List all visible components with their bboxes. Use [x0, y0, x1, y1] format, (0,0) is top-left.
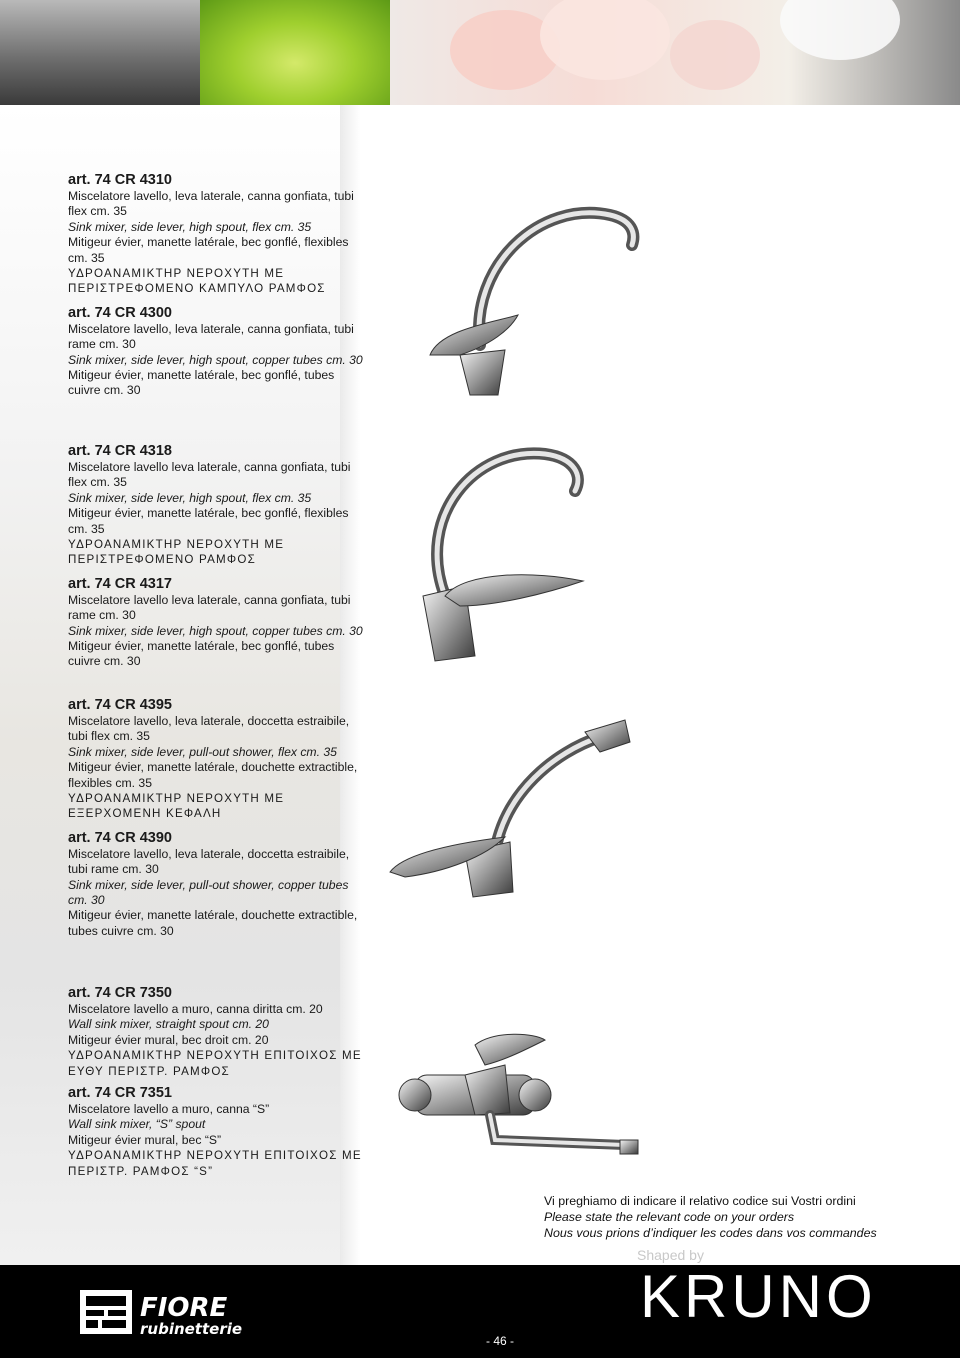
desc-italian: Miscelatore lavello, leva laterale, doccetta estraibile, tubi rame cm. 30 — [68, 846, 350, 877]
desc-english: Sink mixer, side lever, pull-out shower, copper tubes cm. 30 — [68, 877, 349, 908]
product-group-4395 — [68, 695, 368, 939]
product-group-4310 — [68, 170, 368, 399]
desc-greek: ΥΔΡΟΑΝΑΜΙΚΤΗΡ ΝΕΡΟΧΥΤΗ ΕΠΙΤΟΙΧΟΣ ΜΕ ΠΕΡΙΣΤΡ. ΡΑΜΦΟΣ “S” — [68, 1149, 362, 1178]
faucet-wall-mixer-image — [395, 1025, 650, 1185]
desc-english: Sink mixer, side lever, high spout, copper tubes cm. 30 — [68, 352, 363, 367]
product-group-4318 — [68, 441, 368, 670]
desc-english: Wall sink mixer, “S” spout — [68, 1117, 206, 1132]
desc-italian: Miscelatore lavello a muro, canna diritta cm. 20 — [68, 1002, 323, 1016]
desc-french: Mitigeur évier, manette latérale, douchette extractible, tubes cuivre cm. 30 — [68, 908, 358, 938]
desc-english: Sink mixer, side lever, high spout, flex cm. 35 — [68, 490, 312, 505]
desc-italian: Miscelatore lavello leva laterale, canna gonfiata, tubi rame cm. 30 — [68, 592, 351, 623]
desc-french: Mitigeur évier, manette latérale, douchette extractible, flexibles cm. 35 — [68, 760, 358, 790]
candle-photo — [200, 0, 390, 105]
faucet-swivel-spout-image — [405, 446, 605, 666]
desc-french: Mitigeur évier mural, bec droit cm. 20 — [68, 1032, 269, 1047]
fiore-wordmark: FIORE — [140, 1293, 228, 1323]
note-italian: Vi preghiamo di indicare il relativo codice sui Vostri ordini — [544, 1194, 856, 1208]
desc-italian: Miscelatore lavello, leva laterale, doccetta estraibile, tubi flex cm. 35 — [68, 714, 350, 744]
fiore-logo — [80, 1288, 250, 1338]
note-english: Please state the relevant code on your orders — [544, 1210, 795, 1224]
header-banner-photo — [0, 0, 960, 105]
faucet-high-spout-image — [400, 205, 650, 410]
desc-english: Sink mixer, side lever, high spout, flex cm. 35 — [68, 219, 312, 234]
desc-french: Mitigeur évier, manette latérale, bec gonflé, tubes cuivre cm. 30 — [68, 639, 335, 669]
article-code: art. 74 CR 7350 — [68, 985, 172, 1001]
faucet-pull-out-shower-image — [385, 712, 635, 902]
desc-greek: ΥΔΡΟΑΝΑΜΙΚΤΗΡ ΝΕΡΟΧΥΤΗ ΜΕ ΠΕΡΙΣΤΡΕΦΟΜΕΝΟ ΡΑΜΦΟΣ — [68, 538, 285, 567]
desc-english: Sink mixer, side lever, high spout, copper tubes cm. 30 — [68, 623, 363, 638]
desc-greek: ΥΔΡΟΑΝΑΜΙΚΤΗΡ ΝΕΡΟΧΥΤΗ ΕΠΙΤΟΙΧΟΣ ΜΕ ΕΥΘΥ ΠΕΡΙΣΤΡ. ΡΑΜΦΟΣ — [68, 1049, 362, 1078]
desc-french: Mitigeur évier, manette latérale, bec gonflé, tubes cuivre cm. 30 — [68, 368, 335, 398]
desc-italian: Miscelatore lavello a muro, canna “S” — [68, 1102, 270, 1117]
glass-bowl-photo — [0, 0, 200, 105]
article-code: art. 74 CR 4300 — [68, 304, 172, 321]
article-code: art. 74 CR 4317 — [68, 575, 172, 592]
desc-italian: Miscelatore lavello, leva laterale, canna gonfiata, tubi flex cm. 35 — [68, 189, 354, 219]
desc-english: Sink mixer, side lever, pull-out shower, flex cm. 35 — [68, 744, 337, 759]
article-code: art. 74 CR 7351 — [68, 1085, 172, 1102]
desc-french: Mitigeur évier, manette latérale, bec gonflé, flexibles cm. 35 — [68, 506, 349, 536]
desc-english: Wall sink mixer, straight spout cm. 20 — [68, 1017, 269, 1032]
order-note — [544, 1193, 877, 1241]
desc-french: Mitigeur évier, manette latérale, bec gonflé, flexibles cm. 35 — [68, 235, 349, 265]
article-code: art. 74 CR 4318 — [68, 443, 172, 459]
note-french: Nous vous prions d’indiquer les codes dans vos commandes — [544, 1226, 877, 1240]
desc-greek: ΥΔΡΟΑΝΑΜΙΚΤΗΡ ΝΕΡΟΧΥΤΗ ΜΕ ΕΞΕΡΧΟΜΕΝΗ ΚΕΦΑΛΗ — [68, 792, 285, 821]
fiore-subtitle: rubinetterie — [140, 1320, 243, 1338]
kruno-logo: KRUNO — [640, 1263, 877, 1330]
article-code: art. 74 CR 4390 — [68, 829, 172, 846]
article-code: art. 74 CR 4310 — [68, 172, 172, 188]
article-code: art. 74 CR 4395 — [68, 697, 172, 713]
shaped-by-label: Shaped by — [637, 1247, 704, 1263]
product-group-7350 — [68, 983, 368, 1179]
page-number: - 46 - — [486, 1334, 515, 1348]
flower-photo — [390, 0, 960, 105]
desc-italian: Miscelatore lavello, leva laterale, canna gonfiata, tubi rame cm. 30 — [68, 321, 354, 352]
desc-greek: ΥΔΡΟΑΝΑΜΙΚΤΗΡ ΝΕΡΟΧΥΤΗ ΜΕ ΠΕΡΙΣΤΡΕΦΟΜΕΝΟ ΚΑΜΠΥΛΟ ΡΑΜΦΟΣ — [68, 267, 326, 296]
desc-italian: Miscelatore lavello leva laterale, canna gonfiata, tubi flex cm. 35 — [68, 460, 351, 490]
desc-french: Mitigeur évier mural, bec “S” — [68, 1132, 222, 1147]
